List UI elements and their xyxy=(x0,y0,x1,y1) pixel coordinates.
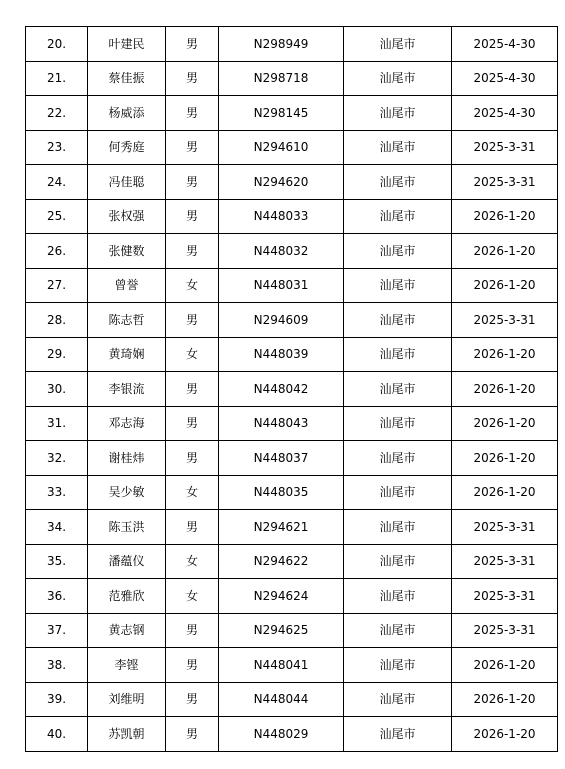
row-number: 31. xyxy=(26,406,88,441)
city: 汕尾市 xyxy=(344,165,452,200)
row-number: 24. xyxy=(26,165,88,200)
gender: 女 xyxy=(166,268,219,303)
table-row xyxy=(26,27,558,62)
person-name: 苏凯朝 xyxy=(88,717,166,752)
person-name: 刘维明 xyxy=(88,682,166,717)
row-number: 22. xyxy=(26,96,88,131)
person-name: 潘蕴仪 xyxy=(88,544,166,579)
gender: 男 xyxy=(166,96,219,131)
person-name: 范雅欣 xyxy=(88,579,166,614)
expiry-date: 2025-3-31 xyxy=(452,510,558,545)
person-name: 谢桂炜 xyxy=(88,441,166,476)
row-number: 33. xyxy=(26,475,88,510)
gender: 男 xyxy=(166,510,219,545)
expiry-date: 2026-1-20 xyxy=(452,441,558,476)
table-row xyxy=(26,717,558,752)
table-row xyxy=(26,199,558,234)
gender: 男 xyxy=(166,406,219,441)
row-number: 20. xyxy=(26,27,88,62)
person-name: 曾誉 xyxy=(88,268,166,303)
gender: 男 xyxy=(166,165,219,200)
table-row xyxy=(26,372,558,407)
gender: 女 xyxy=(166,544,219,579)
gender: 男 xyxy=(166,199,219,234)
certificate-number: N448041 xyxy=(219,648,344,683)
city: 汕尾市 xyxy=(344,406,452,441)
gender: 男 xyxy=(166,682,219,717)
gender: 女 xyxy=(166,475,219,510)
city: 汕尾市 xyxy=(344,613,452,648)
person-name: 张健数 xyxy=(88,234,166,269)
row-number: 32. xyxy=(26,441,88,476)
person-name: 李银流 xyxy=(88,372,166,407)
row-number: 26. xyxy=(26,234,88,269)
city: 汕尾市 xyxy=(344,510,452,545)
city: 汕尾市 xyxy=(344,199,452,234)
gender: 男 xyxy=(166,648,219,683)
table-row xyxy=(26,579,558,614)
gender: 女 xyxy=(166,337,219,372)
gender: 男 xyxy=(166,717,219,752)
row-number: 29. xyxy=(26,337,88,372)
table-row xyxy=(26,648,558,683)
certificate-number: N448037 xyxy=(219,441,344,476)
certificate-number: N294621 xyxy=(219,510,344,545)
expiry-date: 2026-1-20 xyxy=(452,372,558,407)
roster-table-body xyxy=(26,27,558,752)
row-number: 28. xyxy=(26,303,88,338)
person-name: 吴少敏 xyxy=(88,475,166,510)
expiry-date: 2025-4-30 xyxy=(452,61,558,96)
table-row xyxy=(26,303,558,338)
certificate-number: N298718 xyxy=(219,61,344,96)
gender: 男 xyxy=(166,27,219,62)
row-number: 40. xyxy=(26,717,88,752)
person-name: 李铿 xyxy=(88,648,166,683)
person-name: 蔡佳振 xyxy=(88,61,166,96)
certificate-number: N294625 xyxy=(219,613,344,648)
person-name: 杨威添 xyxy=(88,96,166,131)
table-row xyxy=(26,165,558,200)
gender: 男 xyxy=(166,130,219,165)
expiry-date: 2026-1-20 xyxy=(452,717,558,752)
certificate-number: N448035 xyxy=(219,475,344,510)
city: 汕尾市 xyxy=(344,682,452,717)
gender: 男 xyxy=(166,234,219,269)
table-row xyxy=(26,613,558,648)
table-row xyxy=(26,61,558,96)
expiry-date: 2025-3-31 xyxy=(452,544,558,579)
certificate-number: N294620 xyxy=(219,165,344,200)
table-row xyxy=(26,441,558,476)
row-number: 25. xyxy=(26,199,88,234)
row-number: 23. xyxy=(26,130,88,165)
certificate-number: N448042 xyxy=(219,372,344,407)
person-name: 黄志钢 xyxy=(88,613,166,648)
table-row xyxy=(26,544,558,579)
certificate-number: N448029 xyxy=(219,717,344,752)
expiry-date: 2025-3-31 xyxy=(452,165,558,200)
certificate-number: N448043 xyxy=(219,406,344,441)
person-name: 陈玉洪 xyxy=(88,510,166,545)
table-row xyxy=(26,96,558,131)
certificate-number: N294624 xyxy=(219,579,344,614)
table-row xyxy=(26,475,558,510)
row-number: 35. xyxy=(26,544,88,579)
city: 汕尾市 xyxy=(344,372,452,407)
gender: 男 xyxy=(166,303,219,338)
city: 汕尾市 xyxy=(344,27,452,62)
expiry-date: 2026-1-20 xyxy=(452,199,558,234)
expiry-date: 2026-1-20 xyxy=(452,682,558,717)
city: 汕尾市 xyxy=(344,475,452,510)
person-name: 冯佳聪 xyxy=(88,165,166,200)
table-row xyxy=(26,268,558,303)
row-number: 27. xyxy=(26,268,88,303)
table-row xyxy=(26,337,558,372)
person-name: 张权强 xyxy=(88,199,166,234)
person-name: 邓志海 xyxy=(88,406,166,441)
certificate-number: N448031 xyxy=(219,268,344,303)
city: 汕尾市 xyxy=(344,717,452,752)
expiry-date: 2025-3-31 xyxy=(452,130,558,165)
person-name: 黄琦娴 xyxy=(88,337,166,372)
gender: 男 xyxy=(166,61,219,96)
row-number: 39. xyxy=(26,682,88,717)
row-number: 38. xyxy=(26,648,88,683)
certificate-number: N294610 xyxy=(219,130,344,165)
city: 汕尾市 xyxy=(344,130,452,165)
city: 汕尾市 xyxy=(344,303,452,338)
row-number: 37. xyxy=(26,613,88,648)
expiry-date: 2025-4-30 xyxy=(452,96,558,131)
expiry-date: 2026-1-20 xyxy=(452,337,558,372)
certificate-number: N448032 xyxy=(219,234,344,269)
expiry-date: 2025-4-30 xyxy=(452,27,558,62)
table-row xyxy=(26,130,558,165)
roster-table xyxy=(25,26,558,752)
city: 汕尾市 xyxy=(344,648,452,683)
city: 汕尾市 xyxy=(344,96,452,131)
table-row xyxy=(26,510,558,545)
table-row xyxy=(26,682,558,717)
city: 汕尾市 xyxy=(344,61,452,96)
gender: 男 xyxy=(166,372,219,407)
row-number: 36. xyxy=(26,579,88,614)
city: 汕尾市 xyxy=(344,234,452,269)
certificate-number: N298145 xyxy=(219,96,344,131)
city: 汕尾市 xyxy=(344,337,452,372)
certificate-number: N448039 xyxy=(219,337,344,372)
expiry-date: 2026-1-20 xyxy=(452,406,558,441)
person-name: 何秀庭 xyxy=(88,130,166,165)
table-row xyxy=(26,406,558,441)
gender: 男 xyxy=(166,613,219,648)
expiry-date: 2026-1-20 xyxy=(452,234,558,269)
certificate-number: N448044 xyxy=(219,682,344,717)
expiry-date: 2026-1-20 xyxy=(452,648,558,683)
city: 汕尾市 xyxy=(344,268,452,303)
expiry-date: 2026-1-20 xyxy=(452,268,558,303)
expiry-date: 2025-3-31 xyxy=(452,303,558,338)
expiry-date: 2026-1-20 xyxy=(452,475,558,510)
certificate-number: N294609 xyxy=(219,303,344,338)
person-name: 叶建民 xyxy=(88,27,166,62)
city: 汕尾市 xyxy=(344,544,452,579)
row-number: 30. xyxy=(26,372,88,407)
table-row xyxy=(26,234,558,269)
city: 汕尾市 xyxy=(344,579,452,614)
expiry-date: 2025-3-31 xyxy=(452,613,558,648)
row-number: 21. xyxy=(26,61,88,96)
gender: 男 xyxy=(166,441,219,476)
certificate-number: N448033 xyxy=(219,199,344,234)
certificate-number: N298949 xyxy=(219,27,344,62)
expiry-date: 2025-3-31 xyxy=(452,579,558,614)
certificate-number: N294622 xyxy=(219,544,344,579)
city: 汕尾市 xyxy=(344,441,452,476)
gender: 女 xyxy=(166,579,219,614)
row-number: 34. xyxy=(26,510,88,545)
person-name: 陈志哲 xyxy=(88,303,166,338)
